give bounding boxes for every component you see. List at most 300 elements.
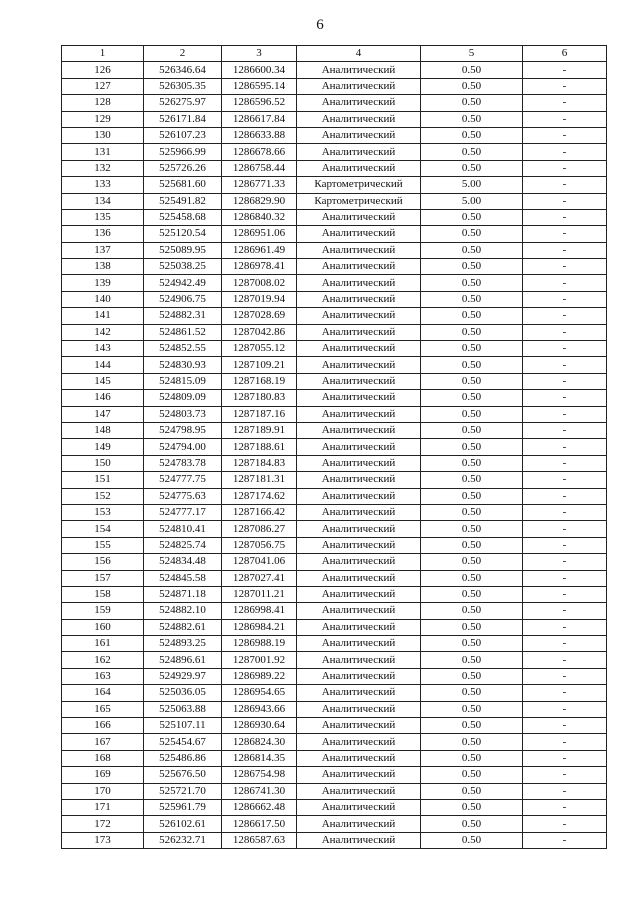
- table-cell: Аналитический: [297, 144, 421, 160]
- table-cell: 0.50: [421, 226, 523, 242]
- table-cell: -: [523, 422, 607, 438]
- table-cell: 525458.68: [144, 209, 222, 225]
- table-cell: Аналитический: [297, 488, 421, 504]
- table-cell: 0.50: [421, 406, 523, 422]
- table-cell: 526232.71: [144, 832, 222, 848]
- column-header: 1: [62, 46, 144, 62]
- table-cell: -: [523, 390, 607, 406]
- table-row: [62, 537, 607, 553]
- table-cell: 1286998.41: [222, 603, 297, 619]
- table-cell: -: [523, 95, 607, 111]
- table-cell: 1286989.22: [222, 668, 297, 684]
- table-cell: 141: [62, 308, 144, 324]
- table-cell: Аналитический: [297, 275, 421, 291]
- table-cell: 0.50: [421, 783, 523, 799]
- table-row: [62, 619, 607, 635]
- table-row: [62, 701, 607, 717]
- table-cell: 1286978.41: [222, 259, 297, 275]
- table-cell: -: [523, 767, 607, 783]
- table-cell: Аналитический: [297, 308, 421, 324]
- table-cell: -: [523, 636, 607, 652]
- table-cell: 1286961.49: [222, 242, 297, 258]
- table-cell: 146: [62, 390, 144, 406]
- table-cell: 162: [62, 652, 144, 668]
- table-cell: -: [523, 521, 607, 537]
- table-cell: 1287166.42: [222, 504, 297, 520]
- table-cell: 524783.78: [144, 455, 222, 471]
- table-cell: -: [523, 406, 607, 422]
- table-cell: 151: [62, 472, 144, 488]
- table-cell: Аналитический: [297, 570, 421, 586]
- table-cell: 0.50: [421, 636, 523, 652]
- table-row: [62, 62, 607, 78]
- table-cell: -: [523, 504, 607, 520]
- table-cell: 524882.10: [144, 603, 222, 619]
- table-row: [62, 144, 607, 160]
- table-cell: -: [523, 570, 607, 586]
- table-cell: Аналитический: [297, 799, 421, 815]
- table-cell: 0.50: [421, 422, 523, 438]
- table-row: [62, 488, 607, 504]
- table-cell: -: [523, 783, 607, 799]
- table-row: [62, 472, 607, 488]
- table-cell: 128: [62, 95, 144, 111]
- table-cell: 0.50: [421, 619, 523, 635]
- table-row: [62, 799, 607, 815]
- table-cell: -: [523, 799, 607, 815]
- table-cell: 160: [62, 619, 144, 635]
- table-cell: Аналитический: [297, 586, 421, 602]
- table-row: [62, 832, 607, 848]
- table-cell: 0.50: [421, 62, 523, 78]
- table-cell: -: [523, 209, 607, 225]
- table-cell: 0.50: [421, 472, 523, 488]
- table-cell: -: [523, 193, 607, 209]
- table-cell: Аналитический: [297, 209, 421, 225]
- coordinates-table: [61, 45, 607, 849]
- table-cell: Аналитический: [297, 62, 421, 78]
- table-cell: Аналитический: [297, 636, 421, 652]
- table-cell: 526107.23: [144, 127, 222, 143]
- table-cell: 1287041.06: [222, 554, 297, 570]
- table-cell: 524775.63: [144, 488, 222, 504]
- table-cell: -: [523, 472, 607, 488]
- table-cell: 0.50: [421, 373, 523, 389]
- table-row: [62, 570, 607, 586]
- table-cell: 524893.25: [144, 636, 222, 652]
- table-cell: -: [523, 111, 607, 127]
- table-cell: 524834.48: [144, 554, 222, 570]
- table-cell: 525486.86: [144, 750, 222, 766]
- table-cell: 0.50: [421, 767, 523, 783]
- table-row: [62, 242, 607, 258]
- table-cell: 0.50: [421, 259, 523, 275]
- table-cell: Аналитический: [297, 767, 421, 783]
- table-cell: 167: [62, 734, 144, 750]
- table-row: [62, 521, 607, 537]
- table-cell: 1286595.14: [222, 78, 297, 94]
- table-cell: 0.50: [421, 554, 523, 570]
- table-cell: 126: [62, 62, 144, 78]
- table-cell: Аналитический: [297, 422, 421, 438]
- table-cell: -: [523, 832, 607, 848]
- table-cell: 171: [62, 799, 144, 815]
- table-cell: 150: [62, 455, 144, 471]
- table-cell: Аналитический: [297, 554, 421, 570]
- table-cell: 1286741.30: [222, 783, 297, 799]
- table-cell: -: [523, 127, 607, 143]
- table-row: [62, 504, 607, 520]
- table-cell: 524882.31: [144, 308, 222, 324]
- table-cell: -: [523, 78, 607, 94]
- table-cell: 1286840.32: [222, 209, 297, 225]
- table-cell: 1286829.90: [222, 193, 297, 209]
- table-cell: 1287027.41: [222, 570, 297, 586]
- table-cell: 525036.05: [144, 685, 222, 701]
- table-cell: 1286984.21: [222, 619, 297, 635]
- table-cell: -: [523, 619, 607, 635]
- table-cell: -: [523, 226, 607, 242]
- table-cell: 0.50: [421, 127, 523, 143]
- table-cell: 1287109.21: [222, 357, 297, 373]
- table-cell: -: [523, 373, 607, 389]
- table-cell: 525063.88: [144, 701, 222, 717]
- table-cell: 526171.84: [144, 111, 222, 127]
- table-cell: Аналитический: [297, 734, 421, 750]
- table-cell: 524794.00: [144, 439, 222, 455]
- table-cell: 1286596.52: [222, 95, 297, 111]
- table-cell: 1287019.94: [222, 291, 297, 307]
- table-cell: Аналитический: [297, 324, 421, 340]
- table-cell: 173: [62, 832, 144, 848]
- table-cell: 0.50: [421, 439, 523, 455]
- table-cell: 0.50: [421, 734, 523, 750]
- table-cell: 1287187.16: [222, 406, 297, 422]
- table-cell: Аналитический: [297, 127, 421, 143]
- table-row: [62, 111, 607, 127]
- table-row: [62, 406, 607, 422]
- column-header: 2: [144, 46, 222, 62]
- table-cell: 164: [62, 685, 144, 701]
- table-cell: -: [523, 242, 607, 258]
- table-cell: 163: [62, 668, 144, 684]
- table-cell: 1286930.64: [222, 718, 297, 734]
- table-cell: -: [523, 324, 607, 340]
- table-cell: -: [523, 701, 607, 717]
- table-cell: -: [523, 439, 607, 455]
- table-cell: 526305.35: [144, 78, 222, 94]
- table-cell: 524830.93: [144, 357, 222, 373]
- table-cell: 0.50: [421, 160, 523, 176]
- table-cell: Аналитический: [297, 832, 421, 848]
- table-cell: 1287056.75: [222, 537, 297, 553]
- table-row: [62, 357, 607, 373]
- table-cell: 0.50: [421, 652, 523, 668]
- table-cell: 524845.58: [144, 570, 222, 586]
- table-cell: 169: [62, 767, 144, 783]
- table-cell: 1286587.63: [222, 832, 297, 848]
- column-header: 6: [523, 46, 607, 62]
- table-cell: -: [523, 586, 607, 602]
- table-cell: -: [523, 668, 607, 684]
- table-cell: 131: [62, 144, 144, 160]
- table-cell: 1286771.33: [222, 177, 297, 193]
- table-cell: 1287184.83: [222, 455, 297, 471]
- table-cell: Аналитический: [297, 521, 421, 537]
- table-cell: 137: [62, 242, 144, 258]
- table-cell: 0.50: [421, 668, 523, 684]
- table-cell: 0.50: [421, 504, 523, 520]
- table-cell: -: [523, 718, 607, 734]
- table-cell: -: [523, 291, 607, 307]
- table-cell: Аналитический: [297, 259, 421, 275]
- table-row: [62, 455, 607, 471]
- table-cell: 136: [62, 226, 144, 242]
- table-cell: 1286617.84: [222, 111, 297, 127]
- table-row: [62, 193, 607, 209]
- table-cell: 154: [62, 521, 144, 537]
- table-cell: Аналитический: [297, 652, 421, 668]
- table-cell: 526275.97: [144, 95, 222, 111]
- table-cell: 524777.75: [144, 472, 222, 488]
- table-cell: Аналитический: [297, 95, 421, 111]
- table-cell: 0.50: [421, 685, 523, 701]
- table-cell: 0.50: [421, 537, 523, 553]
- table-cell: 0.50: [421, 341, 523, 357]
- table-cell: -: [523, 160, 607, 176]
- table-cell: -: [523, 341, 607, 357]
- table-cell: 0.50: [421, 832, 523, 848]
- table-cell: -: [523, 62, 607, 78]
- table-row: [62, 209, 607, 225]
- table-cell: 134: [62, 193, 144, 209]
- table-cell: 1286633.88: [222, 127, 297, 143]
- table-cell: 525966.99: [144, 144, 222, 160]
- table-row: [62, 291, 607, 307]
- table-cell: 526346.64: [144, 62, 222, 78]
- table-cell: Аналитический: [297, 341, 421, 357]
- table-row: [62, 275, 607, 291]
- table-cell: 0.50: [421, 816, 523, 832]
- table-cell: 1286954.65: [222, 685, 297, 701]
- table-cell: Аналитический: [297, 78, 421, 94]
- table-cell: 147: [62, 406, 144, 422]
- table-row: [62, 439, 607, 455]
- table-cell: 0.50: [421, 603, 523, 619]
- table-row: [62, 324, 607, 340]
- table-cell: 525726.26: [144, 160, 222, 176]
- table-cell: 524896.61: [144, 652, 222, 668]
- table-cell: 1286824.30: [222, 734, 297, 750]
- table-cell: 1286943.66: [222, 701, 297, 717]
- table-cell: 138: [62, 259, 144, 275]
- table-row: [62, 685, 607, 701]
- table-cell: 525491.82: [144, 193, 222, 209]
- table-cell: 0.50: [421, 242, 523, 258]
- table-row: [62, 668, 607, 684]
- table-cell: 0.50: [421, 701, 523, 717]
- table-cell: 524815.09: [144, 373, 222, 389]
- table-cell: 133: [62, 177, 144, 193]
- table-cell: 1287008.02: [222, 275, 297, 291]
- table-cell: -: [523, 488, 607, 504]
- table-cell: Аналитический: [297, 619, 421, 635]
- table-cell: 152: [62, 488, 144, 504]
- table-cell: Аналитический: [297, 668, 421, 684]
- table-cell: 524882.61: [144, 619, 222, 635]
- table-cell: Аналитический: [297, 685, 421, 701]
- table-row: [62, 259, 607, 275]
- table-cell: 524942.49: [144, 275, 222, 291]
- table-cell: -: [523, 259, 607, 275]
- table-cell: -: [523, 357, 607, 373]
- table-cell: 135: [62, 209, 144, 225]
- table-cell: 1287055.12: [222, 341, 297, 357]
- table-row: [62, 718, 607, 734]
- table-cell: 165: [62, 701, 144, 717]
- table-cell: 0.50: [421, 291, 523, 307]
- table-cell: Аналитический: [297, 373, 421, 389]
- table-cell: Аналитический: [297, 111, 421, 127]
- table-cell: Аналитический: [297, 439, 421, 455]
- table-cell: 0.50: [421, 521, 523, 537]
- table-cell: 1287086.27: [222, 521, 297, 537]
- table-cell: -: [523, 734, 607, 750]
- table-cell: 142: [62, 324, 144, 340]
- table-cell: 0.50: [421, 488, 523, 504]
- table-cell: 161: [62, 636, 144, 652]
- table-cell: 0.50: [421, 324, 523, 340]
- table-cell: 524810.41: [144, 521, 222, 537]
- table-row: [62, 554, 607, 570]
- table-cell: 1287028.69: [222, 308, 297, 324]
- column-header: 5: [421, 46, 523, 62]
- table-row: [62, 78, 607, 94]
- table-body: [62, 62, 607, 849]
- table-cell: -: [523, 455, 607, 471]
- table-row: [62, 390, 607, 406]
- table-cell: 144: [62, 357, 144, 373]
- table-row: [62, 767, 607, 783]
- table-row: [62, 750, 607, 766]
- table-row: [62, 308, 607, 324]
- table-cell: 0.50: [421, 455, 523, 471]
- table-cell: Аналитический: [297, 750, 421, 766]
- table-cell: 1287011.21: [222, 586, 297, 602]
- table-row: [62, 341, 607, 357]
- table-cell: 0.50: [421, 586, 523, 602]
- table-cell: -: [523, 308, 607, 324]
- table-cell: 0.50: [421, 570, 523, 586]
- table-row: [62, 177, 607, 193]
- table-cell: 0.50: [421, 209, 523, 225]
- table-cell: 524871.18: [144, 586, 222, 602]
- table-cell: 148: [62, 422, 144, 438]
- table-cell: 525676.50: [144, 767, 222, 783]
- table-cell: Аналитический: [297, 603, 421, 619]
- table-cell: Аналитический: [297, 472, 421, 488]
- table-cell: Аналитический: [297, 701, 421, 717]
- table-cell: 0.50: [421, 718, 523, 734]
- table-cell: 0.50: [421, 95, 523, 111]
- table-cell: 0.50: [421, 275, 523, 291]
- table-cell: 140: [62, 291, 144, 307]
- table-cell: 5.00: [421, 193, 523, 209]
- table-cell: 1287042.86: [222, 324, 297, 340]
- table-row: [62, 226, 607, 242]
- table-row: [62, 636, 607, 652]
- table-cell: 143: [62, 341, 144, 357]
- table-cell: Аналитический: [297, 242, 421, 258]
- table-cell: 149: [62, 439, 144, 455]
- table-row: [62, 783, 607, 799]
- table-cell: -: [523, 750, 607, 766]
- table-row: [62, 586, 607, 602]
- table-cell: 1286662.48: [222, 799, 297, 815]
- table-cell: 0.50: [421, 78, 523, 94]
- table-cell: 524798.95: [144, 422, 222, 438]
- table-row: [62, 652, 607, 668]
- table-row: [62, 816, 607, 832]
- table-cell: -: [523, 816, 607, 832]
- table-cell: -: [523, 685, 607, 701]
- table-header-row: [62, 46, 607, 62]
- column-header: 3: [222, 46, 297, 62]
- table-cell: 1286988.19: [222, 636, 297, 652]
- table-cell: Аналитический: [297, 537, 421, 553]
- table-row: [62, 422, 607, 438]
- table-cell: -: [523, 537, 607, 553]
- table-cell: 1287188.61: [222, 439, 297, 455]
- table-cell: 1286754.98: [222, 767, 297, 783]
- table-cell: 524803.73: [144, 406, 222, 422]
- table-cell: Аналитический: [297, 504, 421, 520]
- table-cell: 0.50: [421, 799, 523, 815]
- table-cell: 525681.60: [144, 177, 222, 193]
- table-cell: -: [523, 652, 607, 668]
- table-cell: 524906.75: [144, 291, 222, 307]
- table-cell: 1286758.44: [222, 160, 297, 176]
- table-cell: 524852.55: [144, 341, 222, 357]
- table-cell: -: [523, 554, 607, 570]
- table-cell: 168: [62, 750, 144, 766]
- table-cell: 159: [62, 603, 144, 619]
- table-cell: 1287181.31: [222, 472, 297, 488]
- table-cell: Аналитический: [297, 390, 421, 406]
- table-cell: -: [523, 603, 607, 619]
- table-cell: 525107.11: [144, 718, 222, 734]
- table-cell: 1286617.50: [222, 816, 297, 832]
- table-cell: 525038.25: [144, 259, 222, 275]
- table-cell: 1287189.91: [222, 422, 297, 438]
- table-cell: 132: [62, 160, 144, 176]
- table-cell: 525961.79: [144, 799, 222, 815]
- table-cell: Аналитический: [297, 226, 421, 242]
- table-cell: 155: [62, 537, 144, 553]
- table-row: [62, 160, 607, 176]
- table-cell: Аналитический: [297, 406, 421, 422]
- table-cell: 0.50: [421, 750, 523, 766]
- table-cell: 166: [62, 718, 144, 734]
- table-cell: 145: [62, 373, 144, 389]
- table-cell: 5.00: [421, 177, 523, 193]
- table-cell: 526102.61: [144, 816, 222, 832]
- table-cell: Аналитический: [297, 718, 421, 734]
- table-cell: 156: [62, 554, 144, 570]
- table-cell: 0.50: [421, 357, 523, 373]
- table-row: [62, 95, 607, 111]
- table-cell: Аналитический: [297, 783, 421, 799]
